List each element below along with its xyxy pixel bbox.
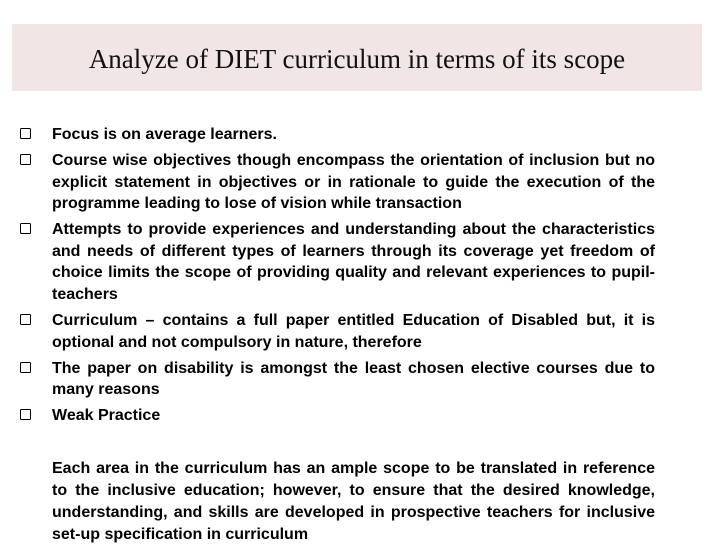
closing-paragraph: Each area in the curriculum has an ample scope to be translated in reference to the inclusive education; however, to ensure that the desired knowledge, understanding, and skills are developed in prospective teachers for inclusive set-up specification in curriculum: [52, 460, 655, 543]
bullet-text: Attempts to provide experiences and understanding about the characteristics and needs of different types of learners through its coverage yet freedom of choice limits the scope of providing quality and relevant experiences to pupil-teachers: [52, 221, 655, 303]
bullet-text: Curriculum – contains a full paper entitled Education of Disabled but, it is optional and not compulsory in nature, therefore: [52, 311, 655, 351]
bullet-text: Course wise objectives though encompass the orientation of inclusion but no explicit statement in objectives or in rationale to guide the execution of the programme leading to lose of vision while transaction: [52, 151, 655, 213]
bullet-item: [18, 405, 655, 427]
hollow-square-bullet-icon: [20, 314, 31, 325]
bullet-text: Weak Practice: [52, 407, 161, 425]
title-band: [12, 24, 702, 91]
hollow-square-bullet-icon: [20, 223, 31, 234]
bullet-item: [18, 219, 655, 305]
bullet-item: [18, 150, 655, 215]
hollow-square-bullet-icon: [20, 362, 31, 373]
bullet-item: [18, 358, 655, 401]
hollow-square-bullet-icon: [20, 409, 31, 420]
bullet-list: [18, 124, 655, 431]
bullet-text: Focus is on average learners.: [52, 126, 277, 143]
bullet-item: [18, 310, 655, 353]
hollow-square-bullet-icon: [20, 128, 31, 139]
bullet-item: [18, 124, 655, 146]
slide-title: Analyze of DIET curriculum in terms of its scope: [88, 44, 626, 74]
hollow-square-bullet-icon: [20, 154, 31, 165]
bullet-text: The paper on disability is amongst the least chosen elective courses due to many reasons: [52, 359, 655, 399]
